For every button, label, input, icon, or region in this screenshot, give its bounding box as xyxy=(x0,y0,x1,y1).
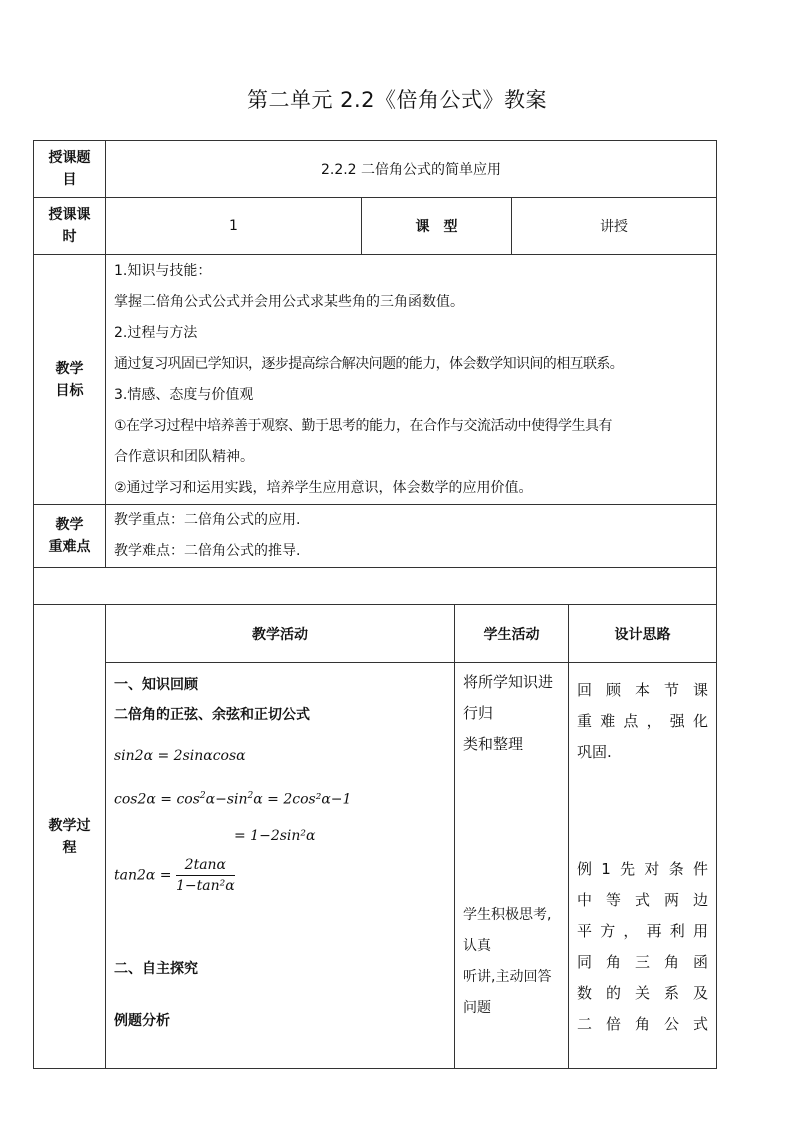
tan-numerator: 2tanα xyxy=(176,857,235,876)
design-line: 例1先对条件 xyxy=(577,860,709,878)
page-title: 第二单元 2.2《倍角公式》教案 xyxy=(246,88,548,112)
design-line: 回顾本节课 xyxy=(577,681,709,699)
key-points-label: 教学 重难点 xyxy=(34,505,106,568)
student-line: 将所学知识进行归 xyxy=(463,673,554,722)
objective-line: 1.知识与技能： xyxy=(114,262,212,279)
teacher-activity-header: 教学活动 xyxy=(106,605,455,663)
type-label: 课 型 xyxy=(362,198,512,255)
student-activity-cell xyxy=(455,663,569,1069)
tan-double-formula xyxy=(114,857,446,894)
student-line: 学生积极思考,认真 xyxy=(463,907,552,954)
topic-row xyxy=(34,141,717,198)
example-heading: 例题分析 xyxy=(114,1012,170,1029)
design-line: 平方，再利用 xyxy=(577,922,709,940)
objectives-label: 教学 目标 xyxy=(34,255,106,505)
objective-line: ①在学习过程中培养善于观察、勤于思考的能力，在合作与交流活动中使得学生具有 xyxy=(114,417,613,434)
objective-line: 3.情感、态度与价值观 xyxy=(114,386,254,403)
hours-row xyxy=(34,198,717,255)
teacher-activity-cell xyxy=(106,663,455,1069)
blank-cell xyxy=(34,568,717,605)
key-point-line: 教学重点：二倍角公式的应用. xyxy=(114,512,301,528)
design-line: 巩固. xyxy=(577,743,612,761)
key-point-line: 教学难点：二倍角公式的推导. xyxy=(114,543,301,559)
cos-double-formula: $\cos 2\alpha = \cos^2\alpha-\sin^2\alpha = 2\cos^2\alpha-1$ xyxy=(114,791,352,808)
type-value: 讲授 xyxy=(512,198,717,255)
design-line: 同角三角函 xyxy=(577,953,709,971)
objective-line: 2.过程与方法 xyxy=(114,324,198,341)
key-points-content xyxy=(106,505,717,568)
process-header-row xyxy=(34,605,717,663)
key-points-row xyxy=(34,505,717,568)
design-line: 中等式两边 xyxy=(577,891,709,909)
hours-value: 1 xyxy=(106,198,362,255)
formula-subtitle: 二倍角的正弦、余弦和正切公式 xyxy=(114,707,310,723)
design-line: 二倍角公式 xyxy=(577,1015,709,1033)
explore-heading: 二、自主探究 xyxy=(114,960,198,977)
cos-formula-left: cos2α = xyxy=(114,791,177,808)
student-activity-header: 学生活动 xyxy=(455,605,569,663)
cos-double-alt-formula: = 1−2sin²α xyxy=(234,827,316,844)
objective-line: ②通过学习和运用实践，培养学生应用意识，体会数学的应用价值。 xyxy=(114,479,533,496)
hours-label: 授课课 时 xyxy=(34,198,106,255)
design-idea-header: 设计思路 xyxy=(569,605,717,663)
objective-line: 掌握二倍角公式公式并会用公式求某些角的三角函数值。 xyxy=(114,293,464,310)
tan-denominator: 1−tan²α xyxy=(175,877,235,894)
objectives-row xyxy=(34,255,717,505)
topic-label: 授课题 目 xyxy=(34,141,106,198)
design-line: 重难点，强化 xyxy=(577,712,709,730)
blank-row xyxy=(34,568,717,605)
sin-double-formula: sin2α = 2sinαcosα xyxy=(114,748,246,764)
cos-formula-right: = 2cos²α−1 xyxy=(267,791,352,808)
design-line: 数的关系及 xyxy=(577,984,709,1002)
topic-value: 2.2.2 二倍角公式的简单应用 xyxy=(106,141,717,198)
objectives-content xyxy=(106,255,717,505)
tan-fraction xyxy=(176,857,235,894)
design-idea-cell xyxy=(569,663,717,1069)
review-heading: 一、知识回顾 xyxy=(114,677,198,693)
process-content-row xyxy=(34,663,717,1069)
student-line: 类和整理 xyxy=(463,735,524,753)
tan-formula-left: tan2α = xyxy=(114,867,172,884)
process-label: 教学过 程 xyxy=(34,605,106,1069)
lesson-plan-table xyxy=(33,140,717,1069)
objective-line: 合作意识和团队精神。 xyxy=(114,448,254,465)
objective-line: 通过复习巩固已学知识，逐步提高综合解决问题的能力，体会数学知识间的相互联系。 xyxy=(114,355,624,372)
student-line: 听讲,主动回答问题 xyxy=(463,969,552,1016)
